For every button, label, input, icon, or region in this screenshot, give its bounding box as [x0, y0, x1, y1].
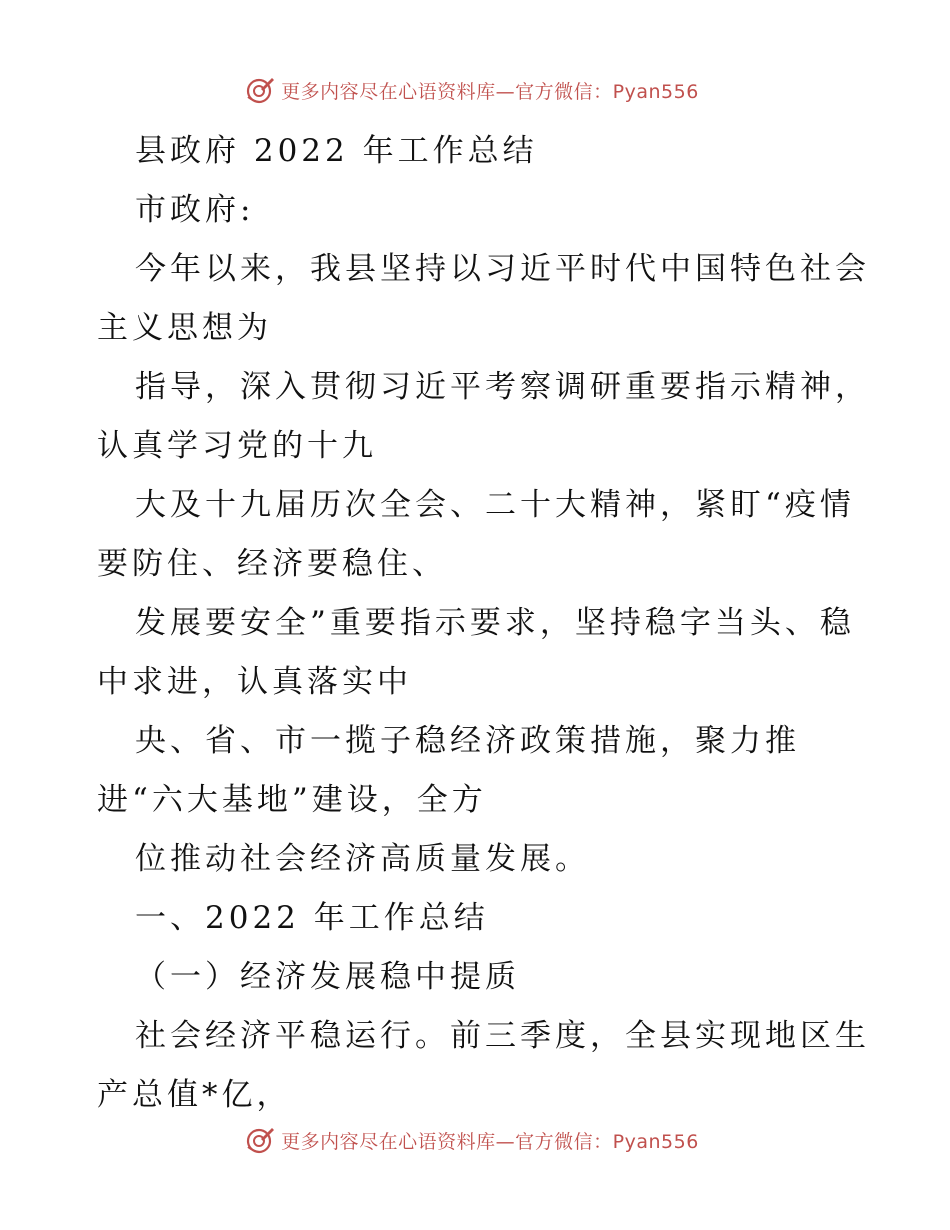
watermark-footer [0, 1120, 950, 1160]
watermark-group [245, 75, 699, 105]
pen-logo-icon [245, 1125, 275, 1155]
watermark-main-text: 更多内容尽在心语资料库 [281, 1130, 496, 1153]
document-line: 产总值*亿， [97, 1077, 292, 1113]
document-line: 一、2022 年工作总结 [135, 900, 489, 936]
watermark-text [281, 1127, 699, 1154]
document-line: 发展要安全”重要指示要求，坚持稳字当头、稳 [135, 605, 855, 641]
watermark-tail-text: 官方微信：Pyan556 [515, 80, 699, 103]
document-line: （一）经济发展稳中提质 [135, 959, 520, 995]
document-line: 位推动社会经济高质量发展。 [135, 841, 590, 877]
document-line: 主义思想为 [97, 310, 272, 346]
watermark-group [245, 1125, 699, 1155]
document-line: 进“六大基地”建设，全方 [97, 782, 487, 818]
watermark-dash: — [495, 1130, 516, 1153]
document-line: 社会经济平稳运行。前三季度，全县实现地区生 [135, 1018, 870, 1054]
watermark-header [0, 70, 950, 110]
watermark-dash: — [495, 80, 516, 103]
document-line: 认真学习党的十九 [97, 428, 377, 464]
pen-logo-icon [245, 75, 275, 105]
document-body [97, 122, 870, 1125]
watermark-tail-text: 官方微信：Pyan556 [515, 1130, 699, 1153]
document-line: 要防住、经济要稳住、 [97, 546, 447, 582]
document-line: 大及十九届历次全会、二十大精神，紧盯“疫情 [135, 487, 855, 523]
watermark-text [281, 77, 699, 104]
document-line: 指导，深入贯彻习近平考察调研重要指示精神， [135, 369, 870, 405]
document-line: 市政府: [135, 192, 255, 228]
watermark-main-text: 更多内容尽在心语资料库 [281, 80, 496, 103]
document-line: 县政府 2022 年工作总结 [135, 133, 538, 169]
document-line: 央、省、市一揽子稳经济政策措施，聚力推 [135, 723, 800, 759]
document-line: 今年以来，我县坚持以习近平时代中国特色社会 [135, 251, 870, 287]
document-line: 中求进，认真落实中 [97, 664, 412, 700]
